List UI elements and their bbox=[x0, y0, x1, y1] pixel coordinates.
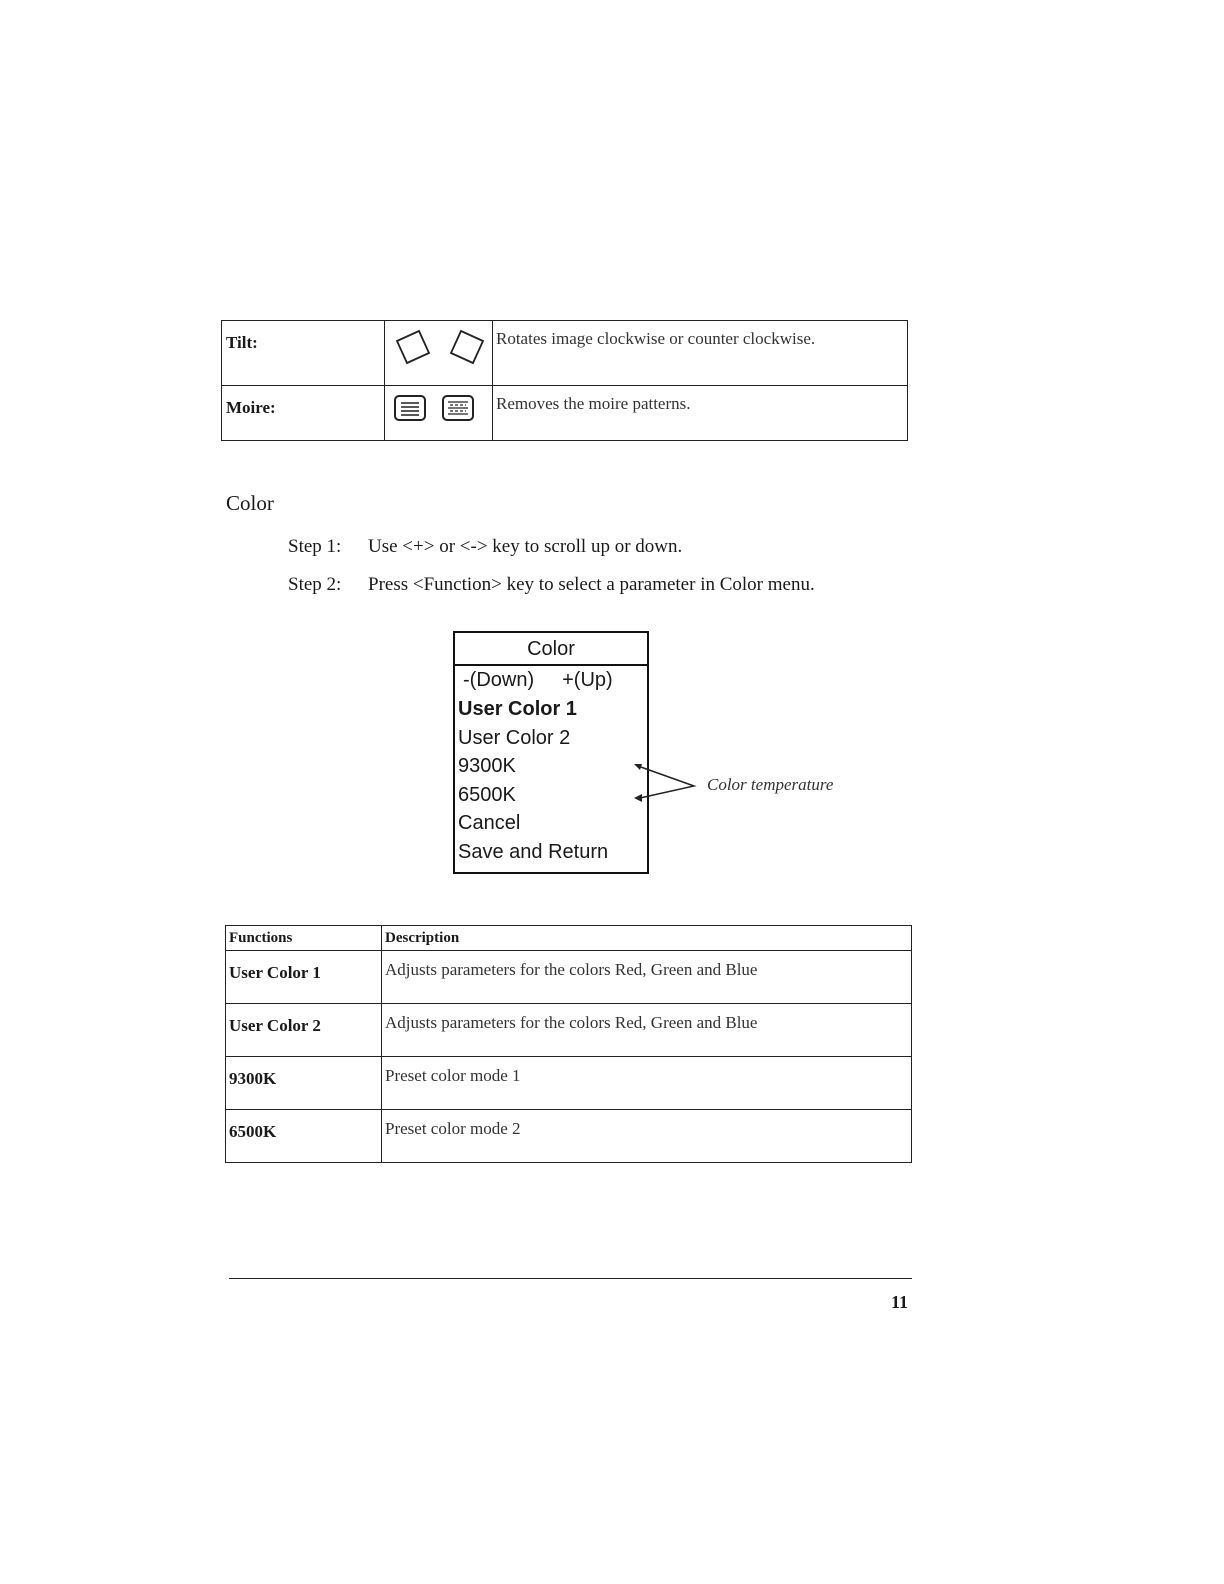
footer-divider bbox=[229, 1278, 912, 1279]
callout-label: Color temperature bbox=[707, 775, 834, 794]
row-description: Removes the moire patterns. bbox=[493, 386, 908, 441]
step-1 bbox=[288, 536, 682, 558]
section-title: Color bbox=[226, 491, 274, 515]
step-label: Step 2: bbox=[288, 574, 342, 595]
table-header-row bbox=[226, 926, 912, 951]
table-row bbox=[226, 951, 912, 1004]
function-description: Preset color mode 2 bbox=[382, 1110, 912, 1163]
step-text: Press <Function> key to select a parameter in Color menu. bbox=[368, 574, 815, 595]
row-label: Tilt: bbox=[222, 321, 385, 386]
tilt-counterclockwise-icon bbox=[393, 327, 433, 367]
step-text: Use <+> or <-> key to scroll up or down. bbox=[368, 536, 683, 557]
adjustment-table bbox=[221, 320, 908, 441]
color-osd-menu bbox=[453, 631, 649, 874]
step-2 bbox=[288, 574, 815, 596]
column-header: Functions bbox=[226, 926, 382, 951]
function-description: Adjusts parameters for the colors Red, Green and Blue bbox=[382, 1004, 912, 1057]
icon-cell bbox=[385, 321, 493, 386]
function-description: Adjusts parameters for the colors Red, Green and Blue bbox=[382, 951, 912, 1004]
osd-item-6500k: 6500K bbox=[458, 783, 516, 806]
osd-item-9300k: 9300K bbox=[458, 755, 516, 778]
table-row bbox=[226, 1110, 912, 1163]
table-row bbox=[222, 321, 908, 386]
callout-arrows bbox=[630, 758, 705, 808]
table-row bbox=[226, 1057, 912, 1110]
moire-off-icon bbox=[393, 394, 427, 422]
function-description: Preset color mode 1 bbox=[382, 1057, 912, 1110]
functions-table bbox=[225, 925, 912, 1163]
tilt-clockwise-icon bbox=[447, 327, 487, 367]
function-name: User Color 1 bbox=[226, 951, 382, 1004]
step-label: Step 1: bbox=[288, 536, 342, 557]
osd-nav-down: -(Down) bbox=[463, 669, 535, 691]
column-header: Description bbox=[382, 926, 912, 951]
function-name: 6500K bbox=[226, 1110, 382, 1163]
icon-cell bbox=[385, 386, 493, 441]
function-name: 9300K bbox=[226, 1057, 382, 1110]
osd-item-save-and-return: Save and Return bbox=[458, 840, 609, 863]
row-description: Rotates image clockwise or counter clockwise. bbox=[493, 321, 908, 386]
page-number: 11 bbox=[891, 1292, 909, 1312]
moire-on-icon bbox=[441, 394, 475, 422]
osd-nav-hint bbox=[455, 666, 647, 695]
row-label: Moire: bbox=[222, 386, 385, 441]
osd-nav-up: +(Up) bbox=[562, 669, 613, 691]
function-name: User Color 2 bbox=[226, 1004, 382, 1057]
osd-menu-title: Color bbox=[455, 633, 647, 666]
osd-item-user-color-1: User Color 1 bbox=[458, 698, 577, 720]
osd-item-cancel: Cancel bbox=[458, 812, 521, 835]
osd-item-user-color-2: User Color 2 bbox=[458, 726, 571, 749]
table-row bbox=[222, 386, 908, 441]
table-row bbox=[226, 1004, 912, 1057]
